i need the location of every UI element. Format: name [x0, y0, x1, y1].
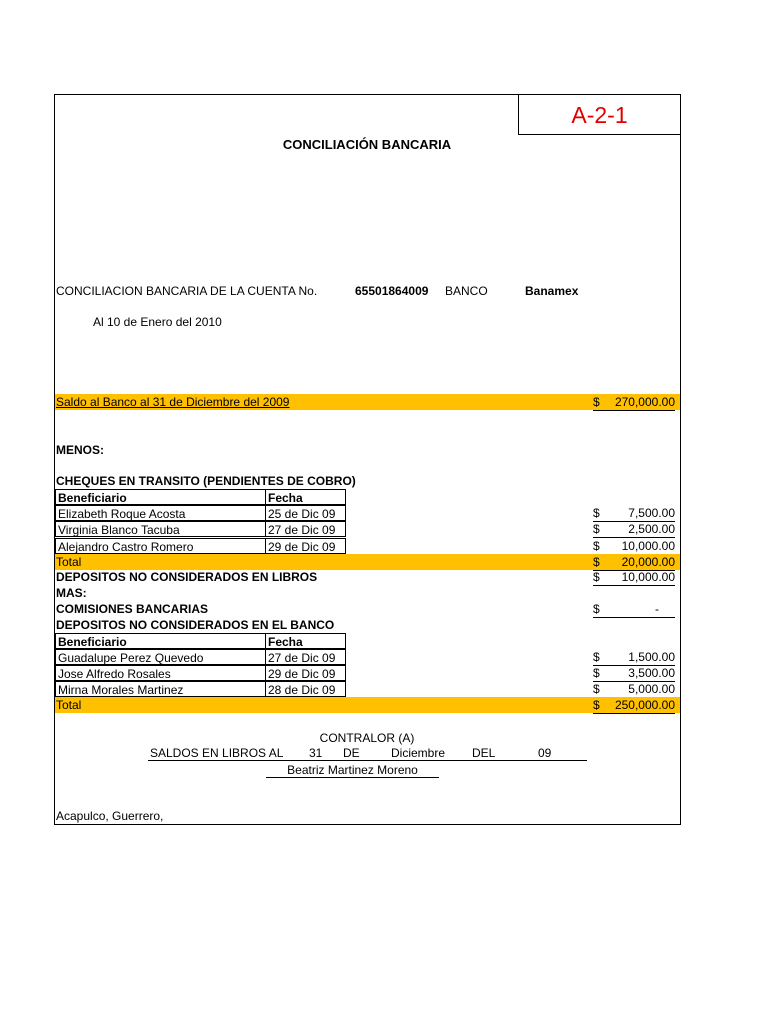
page-title: CONCILIACIÓN BANCARIA	[282, 137, 452, 152]
saldos-line	[148, 746, 587, 761]
bank-label: BANCO	[445, 284, 488, 298]
depositos-total-band	[55, 697, 680, 713]
currency-sign: $	[593, 698, 600, 712]
cheque-row-date: 29 de Dic 09	[265, 538, 346, 554]
account-number: 65501864009	[355, 284, 429, 298]
account-label: CONCILIACION BANCARIA DE LA CUENTA No.	[56, 284, 318, 298]
deposito-row-amount	[593, 665, 675, 682]
cheques-title: CHEQUES EN TRANSITO (PENDIENTES DE COBRO)	[56, 474, 356, 488]
deposito-row-name: Mirna Morales Martinez	[55, 681, 266, 697]
deposito-row-amount	[593, 681, 675, 698]
cheque-row-amount	[593, 505, 675, 522]
cheque-row-name: Elizabeth Roque Acosta	[55, 505, 266, 521]
depositos-libros-amount	[593, 569, 675, 586]
amount-value: 10,000.00	[621, 570, 675, 584]
cheque-row-date: 25 de Dic 09	[265, 505, 346, 521]
comisiones-amount	[593, 601, 675, 618]
comisiones-label: COMISIONES BANCARIAS	[56, 602, 209, 616]
currency-sign: $	[593, 522, 600, 536]
currency-sign: $	[593, 506, 600, 520]
bank-name: Banamex	[525, 284, 579, 298]
cheques-total-band	[55, 554, 680, 570]
saldos-del: DEL	[472, 746, 496, 760]
amount-value: 2,500.00	[628, 522, 675, 536]
contralor-label: CONTRALOR (A)	[319, 731, 415, 745]
deposito-row-date: 29 de Dic 09	[265, 665, 346, 681]
cheque-row-name: Virginia Blanco Tacuba	[55, 521, 266, 537]
cheque-row-amount	[593, 521, 675, 538]
amount-value: 20,000.00	[621, 555, 675, 569]
saldos-year: 09	[538, 746, 552, 760]
currency-sign: $	[593, 555, 600, 569]
depositos-libros-label: DEPOSITOS NO CONSIDERADOS EN LIBROS	[56, 570, 318, 584]
saldos-de: DE	[343, 746, 360, 760]
document-frame	[54, 94, 681, 825]
depositos-col-fecha: Fecha	[265, 633, 346, 649]
amount-value: -	[655, 602, 659, 616]
menos-label: MENOS:	[56, 443, 104, 457]
amount-value: 10,000.00	[621, 539, 675, 553]
document-code: A-2-1	[518, 94, 681, 135]
opening-balance-label: Saldo al Banco al 31 de Diciembre del 2009	[56, 395, 290, 409]
depositos-total-label: Total	[56, 698, 82, 712]
opening-balance-amount	[593, 394, 675, 411]
mas-label: MAS:	[56, 586, 87, 600]
signer-name: Beatriz Martinez Moreno	[287, 763, 418, 777]
depositos-col-beneficiario: Beneficiario	[55, 633, 266, 649]
deposito-row-name: Guadalupe Perez Quevedo	[55, 649, 266, 665]
currency-sign: $	[593, 570, 600, 584]
city-label: Acapulco, Guerrero,	[56, 809, 164, 823]
cheque-row-amount	[593, 538, 675, 555]
deposito-row-amount	[593, 649, 675, 666]
currency-sign: $	[593, 395, 600, 409]
currency-sign: $	[593, 666, 600, 680]
deposito-row-date: 27 de Dic 09	[265, 649, 346, 665]
currency-sign: $	[593, 682, 600, 696]
saldos-day: 31	[309, 746, 323, 760]
amount-value: 7,500.00	[628, 506, 675, 520]
cheque-row-name: Alejandro Castro Romero	[55, 538, 266, 554]
currency-sign: $	[593, 539, 600, 553]
deposito-row-date: 28 de Dic 09	[265, 681, 346, 697]
date-line: Al 10 de Enero del 2010	[93, 315, 222, 329]
signer-line	[266, 763, 439, 778]
amount-value: 250,000.00	[614, 698, 675, 712]
amount-value: 3,500.00	[628, 666, 675, 680]
amount-value: 270,000.00	[614, 395, 675, 409]
amount-value: 5,000.00	[628, 682, 675, 696]
depositos-total-amount	[593, 697, 675, 714]
cheques-total-label: Total	[56, 555, 82, 569]
depositos-banco-title: DEPOSITOS NO CONSIDERADOS EN EL BANCO	[56, 618, 335, 632]
deposito-row-name: Jose Alfredo Rosales	[55, 665, 266, 681]
currency-sign: $	[593, 650, 600, 664]
saldos-month: Diciembre	[391, 746, 446, 760]
cheque-row-date: 27 de Dic 09	[265, 521, 346, 537]
currency-sign: $	[593, 602, 600, 616]
cheques-col-fecha: Fecha	[265, 489, 346, 505]
cheques-col-beneficiario: Beneficiario	[55, 489, 266, 505]
amount-value: 1,500.00	[628, 650, 675, 664]
saldos-label: SALDOS EN LIBROS AL	[150, 746, 284, 760]
